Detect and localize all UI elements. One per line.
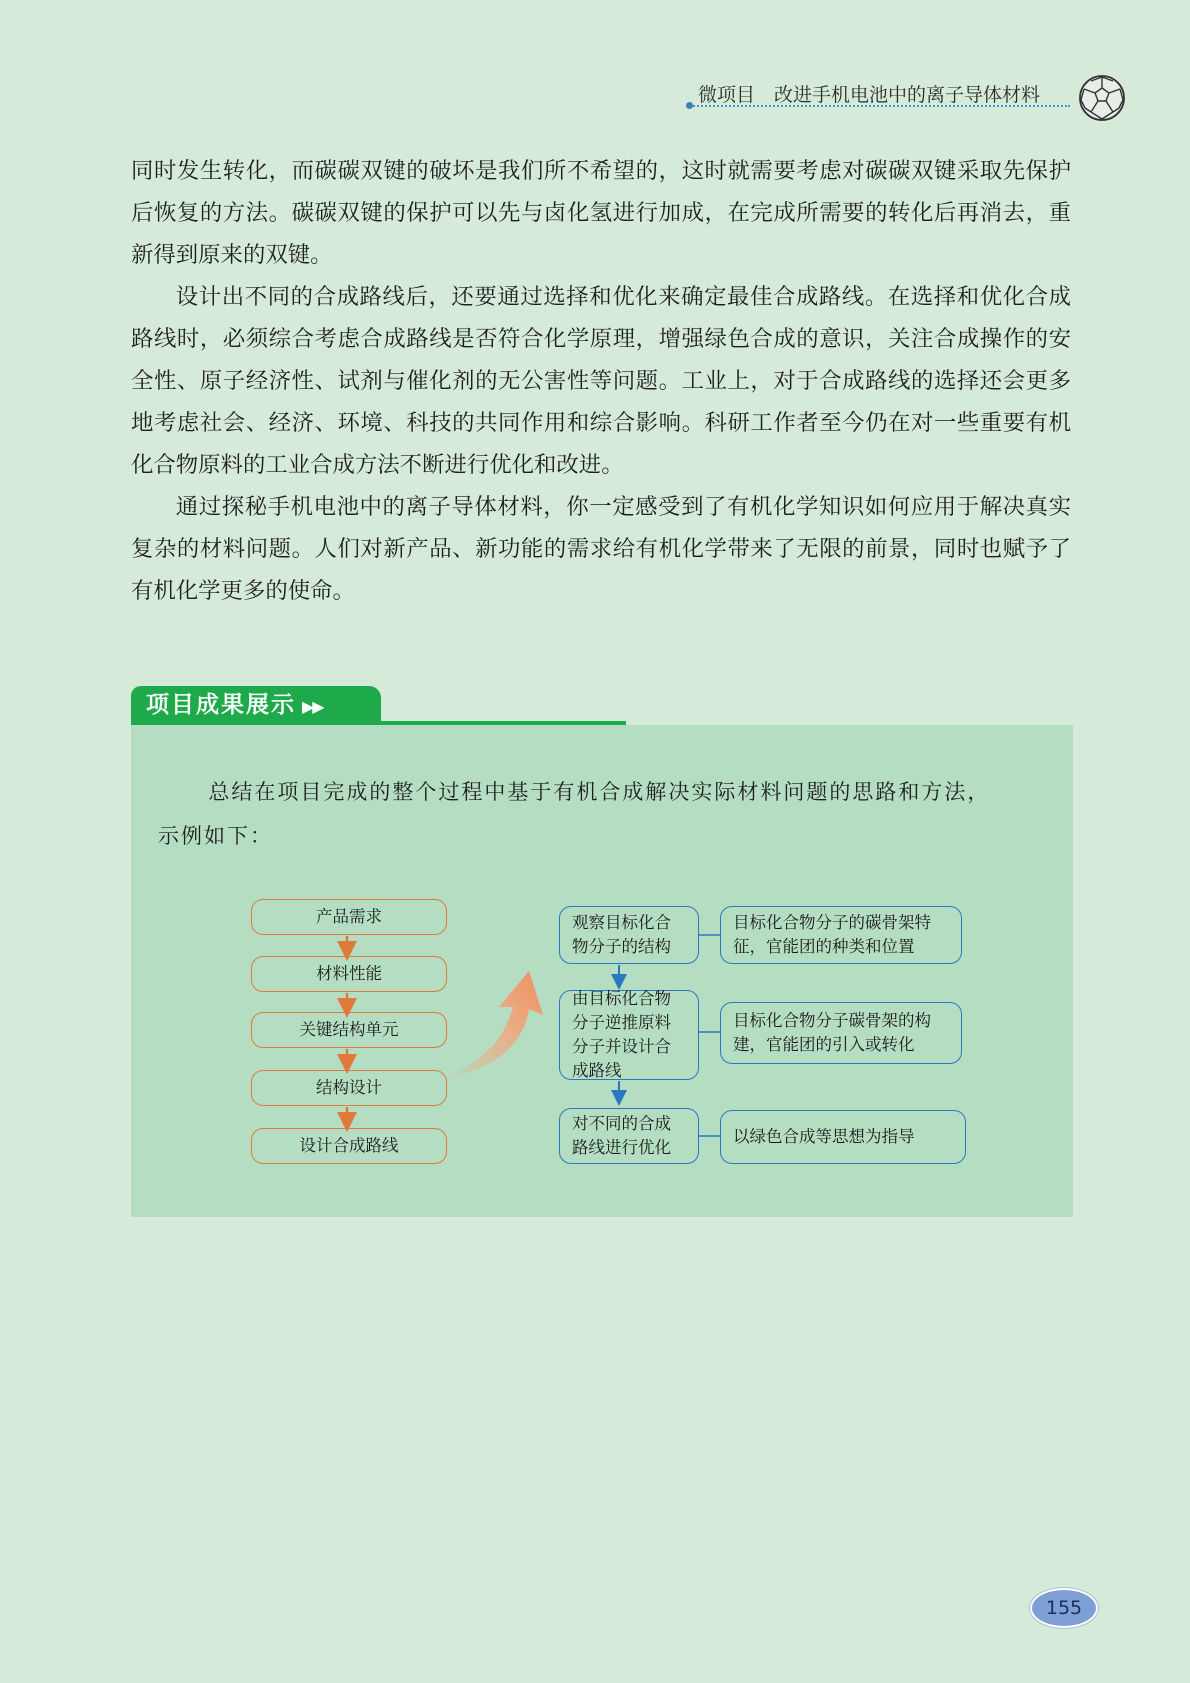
- section-tab: [131, 686, 381, 724]
- step-box-observe: 观察目标化合物分子的结构: [559, 906, 699, 964]
- intro-line-1: 总结在项目完成的整个过程中基于有机合成解决实际材料问题的思路和方法，: [208, 780, 991, 804]
- flow-box-key-structure-unit: 关键结构单元: [251, 1012, 447, 1048]
- paragraph-3: 通过探秘手机电池中的离子导体材料，你一定感受到了有机化学知识如何应用于解决真实复杂的材料问题。人们对新产品、新功能的需求给有机化学带来了无限的前景，同时也赋予了有机化学更多的使命。: [131, 494, 1071, 604]
- running-header: [690, 74, 1090, 108]
- note-box-skeleton-features: 目标化合物分子的碳骨架特征，官能团的种类和位置: [720, 906, 962, 964]
- paragraph-2: 设计出不同的合成路线后，还要通过选择和优化来确定最佳合成路线。在选择和优化合成路线时，必须综合考虑合成路线是否符合化学原理，增强绿色合成的意识，关注合成操作的安全性、原子经济性、试剂与催化剂的无公害性等问题。工业上，对于合成路线的选择还会更多地考虑社会、经济、环境、科技的共同作用和综合影响。科研工作者至今仍在对一些重要有机化合物原料的工业合成方法不断进行优化和改进。: [131, 284, 1071, 478]
- paragraph-1: 同时发生转化，而碳碳双键的破坏是我们所不希望的，这时就需要考虑对碳碳双键采取先保护后恢复的方法。碳碳双键的保护可以先与卤化氢进行加成，在完成所需要的转化后再消去，重新得到原来的双键。: [131, 158, 1071, 268]
- page-number: 155: [1030, 1588, 1098, 1628]
- fullerene-icon: [1078, 74, 1126, 122]
- step-box-optimize: 对不同的合成路线进行优化: [559, 1108, 699, 1164]
- body-text: [131, 150, 1071, 612]
- note-box-green-synthesis: 以绿色合成等思想为指导: [720, 1110, 966, 1164]
- header-dotted-line: [690, 105, 1070, 107]
- section-title: 项目成果展示: [146, 692, 296, 718]
- step-box-retrosynthesis: 由目标化合物分子逆推原料分子并设计合成路线: [559, 990, 699, 1080]
- results-panel: [131, 725, 1073, 1217]
- flow-box-material-property: 材料性能: [251, 956, 447, 992]
- flow-box-product-demand: 产品需求: [251, 899, 447, 935]
- header-title: 微项目 改进手机电池中的离子导体材料: [698, 84, 1041, 106]
- big-transition-arrow: [449, 971, 543, 1077]
- flow-box-design-route: 设计合成路线: [251, 1128, 447, 1164]
- header-dot: [686, 102, 693, 109]
- section-arrows-icon: ▶▶: [302, 697, 323, 716]
- note-box-skeleton-construction: 目标化合物分子碳骨架的构建，官能团的引入或转化: [720, 1002, 962, 1064]
- flow-box-structure-design: 结构设计: [251, 1070, 447, 1106]
- intro-line-2: 示例如下：: [158, 824, 273, 848]
